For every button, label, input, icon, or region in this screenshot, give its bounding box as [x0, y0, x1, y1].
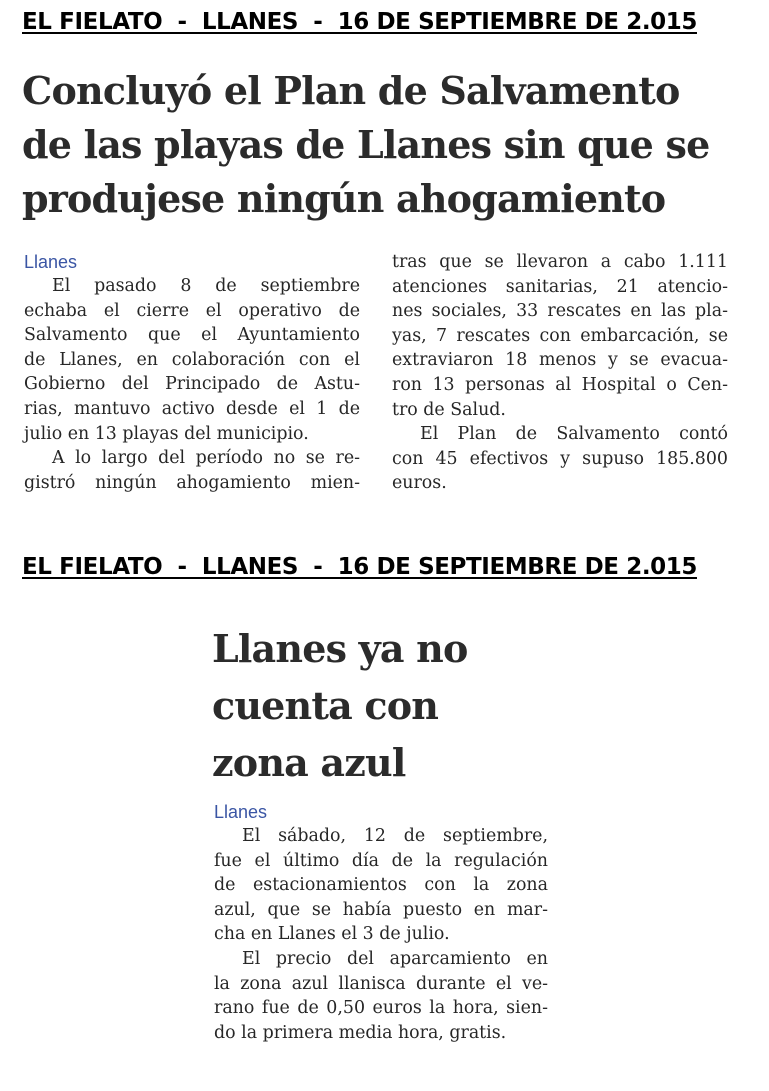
article2-headline-line: zona azul	[212, 740, 406, 785]
article1-headline	[22, 64, 752, 226]
article2-text-line: la zona azul llanisca durante el ve-	[214, 973, 548, 994]
article2-text-line: do la primera media hora, gratis.	[214, 1022, 507, 1043]
article1-text-line: rias, mantuvo activo desde el 1 de	[24, 398, 360, 419]
article1-text-line: de Llanes, en colaboración con el	[24, 349, 360, 370]
article1-headline-line: produjese ningún ahogamiento	[22, 176, 666, 221]
article2-text-line: fue el último día de la regulación	[214, 850, 548, 871]
article1-text-line: El pasado 8 de septiembre	[52, 276, 360, 296]
article1-text-line: julio en 13 playas del municipio.	[24, 423, 309, 444]
article1-text-line: extraviaron 18 menos y se evacua-	[392, 350, 728, 371]
article1-text-line: Salvamento que el Ayuntamiento	[24, 325, 360, 346]
article1-byline: Llanes	[24, 252, 78, 272]
article1-text-line: gistró ningún ahogamiento mien-	[24, 472, 360, 493]
article1-text-line: ron 13 personas al Hospital o Cen-	[392, 374, 728, 395]
article1-text-line: con 45 efectivos y supuso 185.800	[392, 448, 728, 469]
article1-text-line: tro de Salud.	[392, 399, 506, 420]
article2-headline	[212, 620, 572, 791]
article2-text-line: rano fue de 0,50 euros la hora, sien-	[214, 998, 548, 1019]
article2-text-line: de estacionamientos con la zona	[214, 875, 548, 896]
article1-right-column	[392, 250, 728, 496]
article1-text-line: nes sociales, 33 rescates en las pla-	[392, 301, 728, 322]
article1-left-column	[24, 250, 360, 495]
article2-text-line: azul, que se había puesto en mar-	[214, 899, 548, 920]
article1-text-line: atenciones sanitarias, 21 atencio-	[392, 276, 728, 297]
newspaper-header-top: EL FIELATO - LLANES - 16 DE SEPTIEMBRE DE 2.015	[22, 9, 697, 35]
article2-body	[214, 800, 548, 1045]
article1-text-line: Gobierno del Principado de Astu-	[24, 374, 360, 395]
article1-text-line: yas, 7 rescates con embarcación, se	[392, 325, 728, 346]
article2-headline-line: cuenta con	[212, 683, 439, 728]
article1-text-line: euros.	[392, 473, 447, 494]
article1-text-line: El Plan de Salvamento contó	[420, 424, 728, 445]
article2-text-line: cha en Llanes el 3 de julio.	[214, 924, 450, 945]
article2-text-line: El sábado, 12 de septiembre,	[242, 826, 548, 846]
article1-text-line: tras que se llevaron a cabo 1.111	[392, 252, 728, 272]
article1-headline-line: Concluyó el Plan de Salvamento	[22, 68, 680, 113]
newspaper-header-bottom: EL FIELATO - LLANES - 16 DE SEPTIEMBRE DE 2.015	[22, 554, 697, 580]
article2-headline-line: Llanes ya no	[212, 626, 468, 671]
article1-headline-line: de las playas de Llanes sin que se	[22, 122, 710, 167]
article1-text-line: A lo largo del período no se re-	[52, 448, 360, 469]
article2-text-line: El precio del aparcamiento en	[242, 948, 548, 969]
article2-byline: Llanes	[214, 802, 268, 822]
article1-text-line: echaba el cierre el operativo de	[24, 300, 360, 321]
